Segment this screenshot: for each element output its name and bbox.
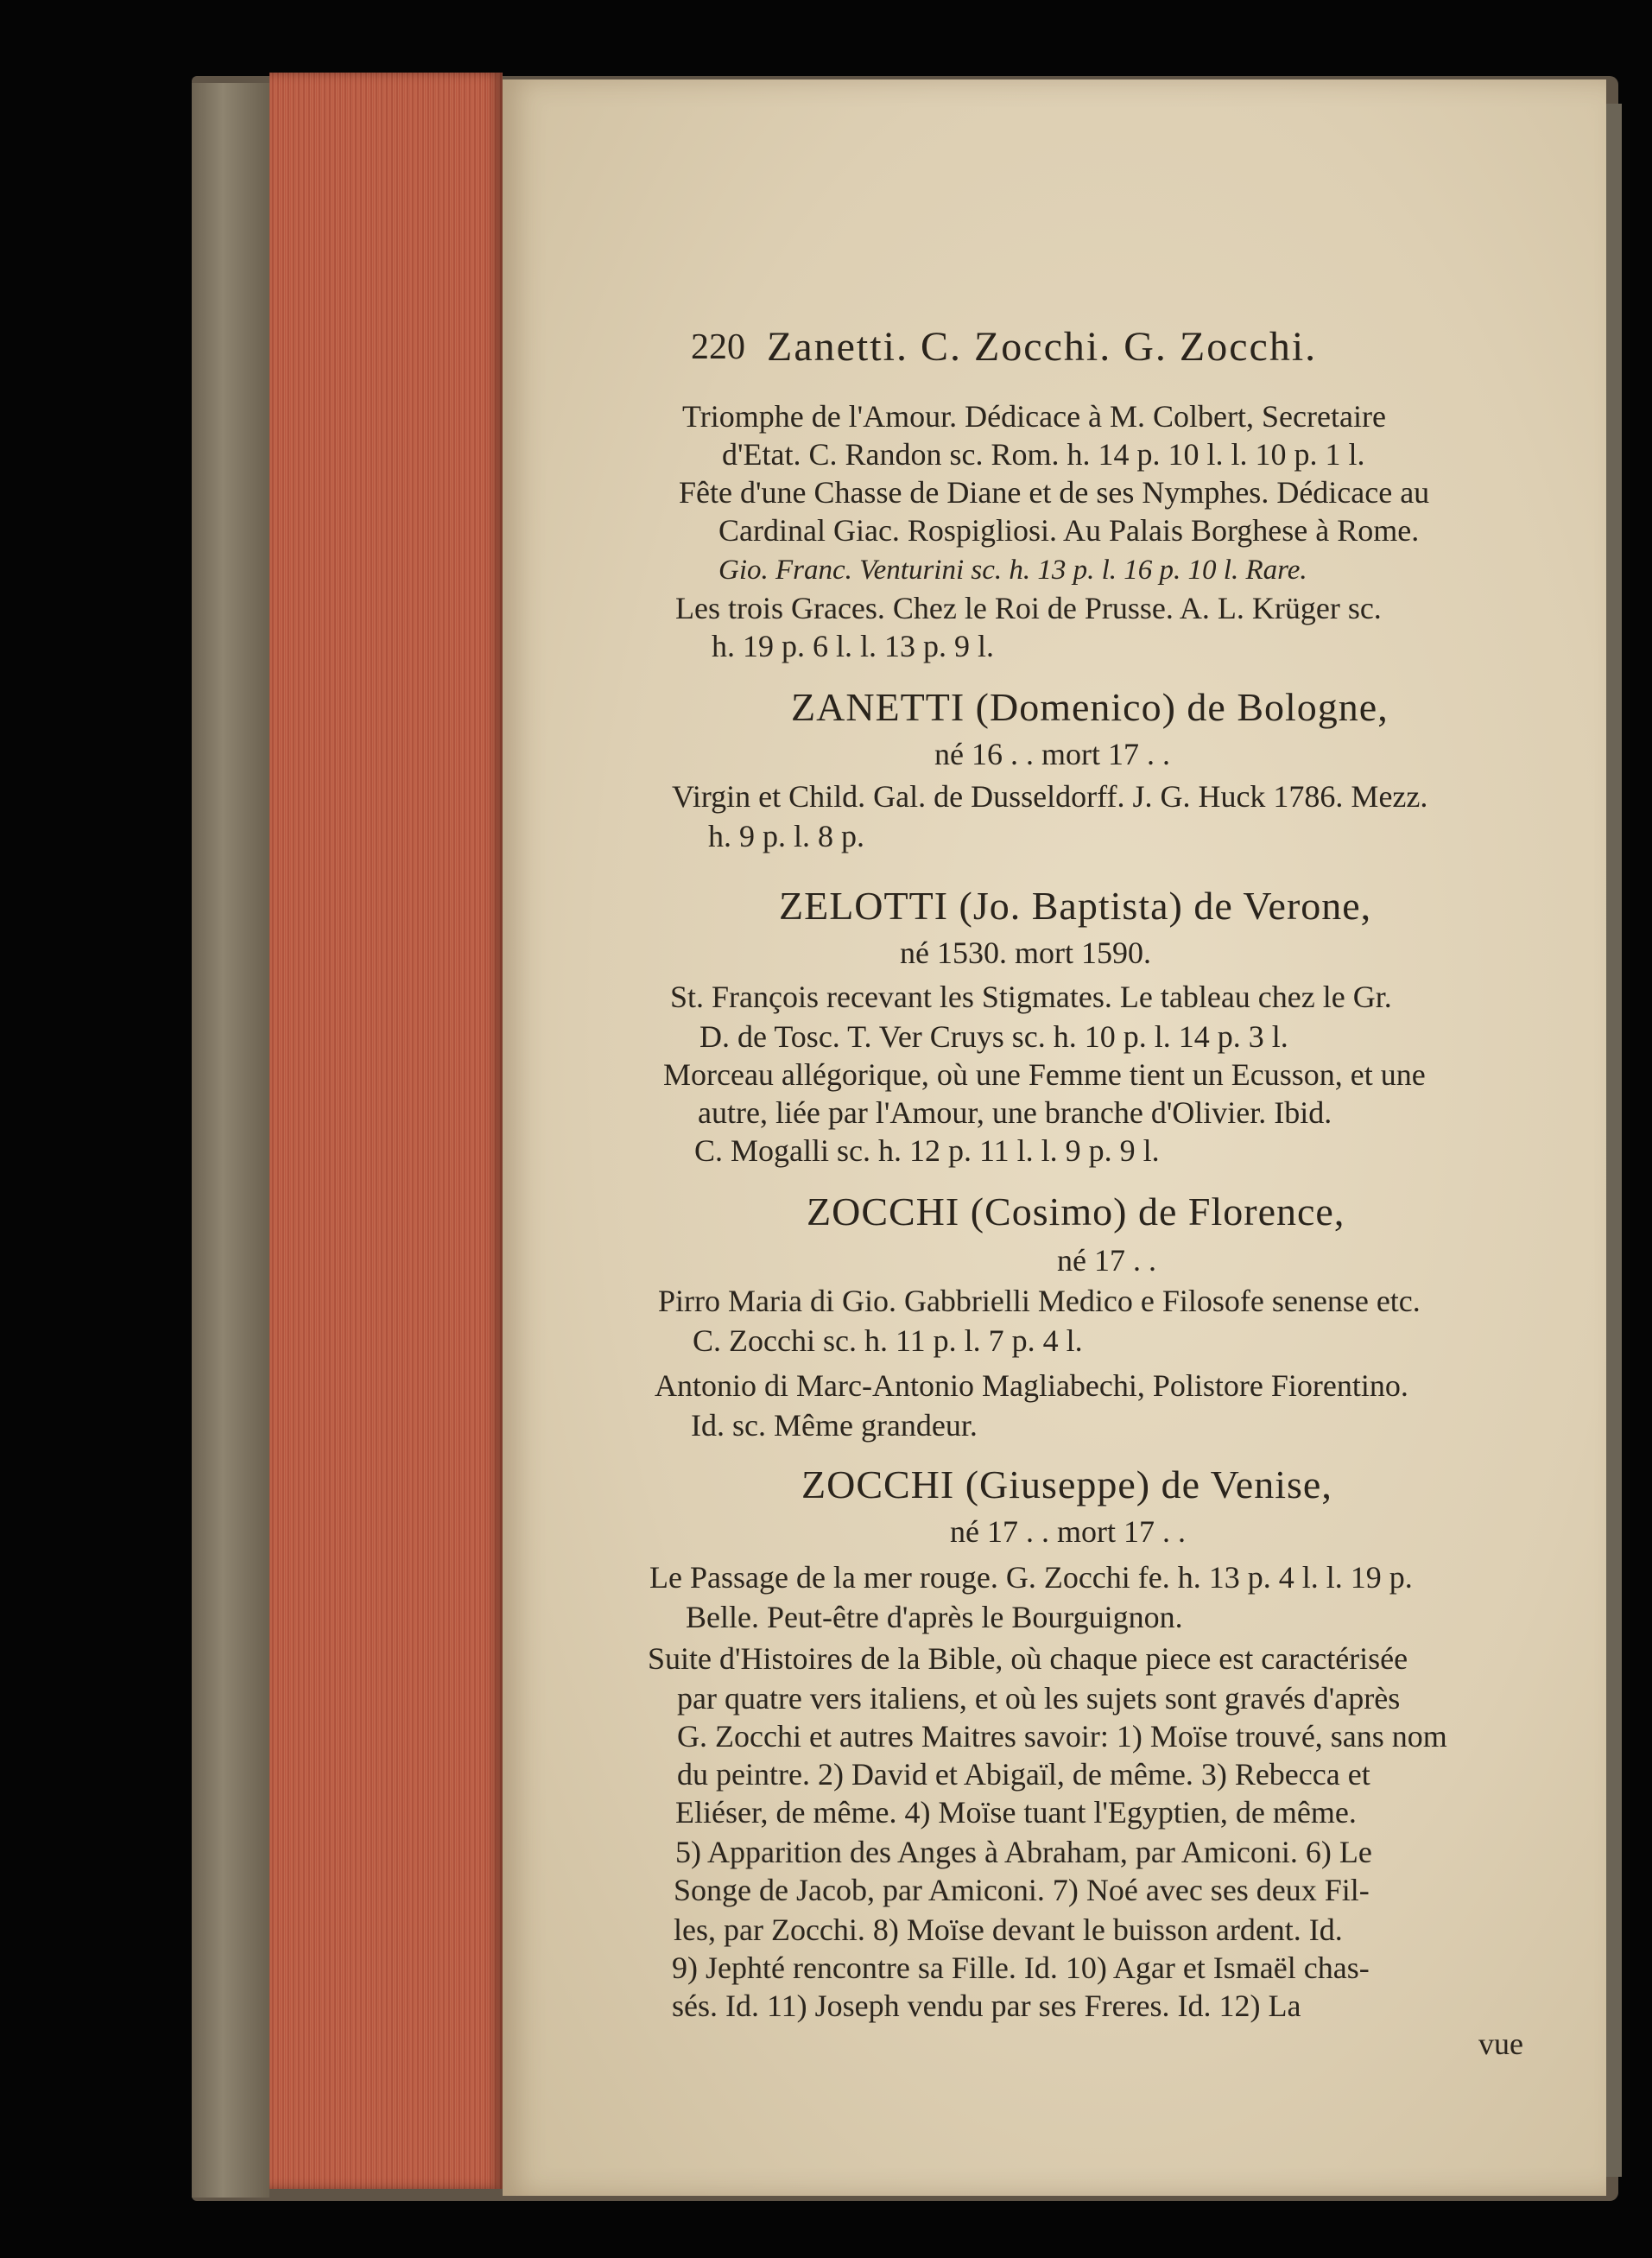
text-line: Gio. Franc. Venturini sc. h. 13 p. l. 16 p. 10 l. Rare. — [718, 555, 1307, 586]
text-line: Les trois Graces. Chez le Roi de Prusse. A. L. Krüger sc. — [675, 591, 1382, 625]
text-line: St. François recevant les Stigmates. Le tableau chez le Gr. — [670, 980, 1392, 1014]
text-line: Pirro Maria di Gio. Gabbrielli Medico e Filosofe senense etc. — [658, 1284, 1421, 1318]
text-line: Morceau allégorique, où une Femme tient un Ecusson, et une — [663, 1057, 1426, 1092]
text-line: Le Passage de la mer rouge. G. Zocchi fe. h. 13 p. 4 l. l. 19 p. — [649, 1560, 1413, 1595]
text-line: Antonio di Marc-Antonio Magliabechi, Polistore Fiorentino. — [655, 1368, 1408, 1403]
book-page — [503, 79, 1606, 2196]
page-text — [503, 79, 1606, 2196]
text-line: C. Mogalli sc. h. 12 p. 11 l. l. 9 p. 9 l. — [694, 1133, 1160, 1168]
text-line: Fête d'une Chasse de Diane et de ses Nymphes. Dédicace au — [679, 475, 1430, 510]
book-cover-right — [1605, 104, 1622, 2177]
artist-heading: ZANETTI (Domenico) de Bologne, — [791, 685, 1389, 729]
page-number: 220 — [691, 327, 745, 367]
text-line: Belle. Peut-être d'après le Bourguignon. — [686, 1600, 1183, 1634]
text-line: Suite d'Histoires de la Bible, où chaque piece est caractérisée — [648, 1641, 1408, 1676]
text-line: Eliéser, de même. 4) Moïse tuant l'Egyptien, de même. — [675, 1795, 1357, 1830]
text-line: Triomphe de l'Amour. Dédicace à M. Colbert, Secretaire — [682, 399, 1386, 434]
page-edges — [269, 73, 503, 2189]
artist-heading: ZOCCHI (Cosimo) de Florence, — [807, 1189, 1345, 1234]
catchword: vue — [1478, 2026, 1523, 2061]
text-line: h. 9 p. l. 8 p. — [708, 819, 865, 853]
text-line: C. Zocchi sc. h. 11 p. l. 7 p. 4 l. — [693, 1323, 1083, 1358]
text-line: 9) Jephté rencontre sa Fille. Id. 10) Agar et Ismaël chas- — [672, 1950, 1370, 1985]
text-line: sés. Id. 11) Joseph vendu par ses Freres. Id. 12) La — [672, 1988, 1301, 2023]
text-line: 5) Apparition des Anges à Abraham, par Amiconi. 6) Le — [675, 1835, 1372, 1869]
text-line: G. Zocchi et autres Maitres savoir: 1) Moïse trouvé, sans nom — [677, 1719, 1447, 1754]
running-head-title: Zanetti. C. Zocchi. G. Zocchi. — [767, 324, 1318, 370]
text-line: du peintre. 2) David et Abigaïl, de même. 3) Rebecca et — [677, 1757, 1370, 1792]
text-line: autre, liée par l'Amour, une branche d'Olivier. Ibid. — [698, 1095, 1332, 1130]
text-line: D. de Tosc. T. Ver Cruys sc. h. 10 p. l. 14 p. 3 l. — [699, 1019, 1288, 1054]
artist-dates: né 17 . . — [1057, 1243, 1156, 1278]
text-line: les, par Zocchi. 8) Moïse devant le buisson ardent. Id. — [674, 1912, 1343, 1947]
artist-dates: né 17 . . mort 17 . . — [950, 1514, 1186, 1549]
text-line: Virgin et Child. Gal. de Dusseldorff. J. G. Huck 1786. Mezz. — [672, 779, 1428, 814]
artist-heading: ZOCCHI (Giuseppe) de Venise, — [801, 1462, 1332, 1506]
text-line: h. 19 p. 6 l. l. 13 p. 9 l. — [712, 629, 995, 663]
text-line: Cardinal Giac. Rospigliosi. Au Palais Borghese à Rome. — [718, 513, 1420, 548]
book-cover-spine — [192, 83, 269, 2198]
text-line: Id. sc. Même grandeur. — [691, 1408, 978, 1443]
artist-dates: né 16 . . mort 17 . . — [934, 737, 1170, 771]
text-line: d'Etat. C. Randon sc. Rom. h. 14 p. 10 l. l. 10 p. 1 l. — [722, 437, 1365, 472]
artist-dates: né 1530. mort 1590. — [900, 936, 1151, 970]
text-line: Songe de Jacob, par Amiconi. 7) Noé avec ses deux Fil- — [674, 1873, 1370, 1907]
artist-heading: ZELOTTI (Jo. Baptista) de Verone, — [779, 884, 1372, 928]
text-line: par quatre vers italiens, et où les sujets sont gravés d'après — [677, 1681, 1401, 1716]
